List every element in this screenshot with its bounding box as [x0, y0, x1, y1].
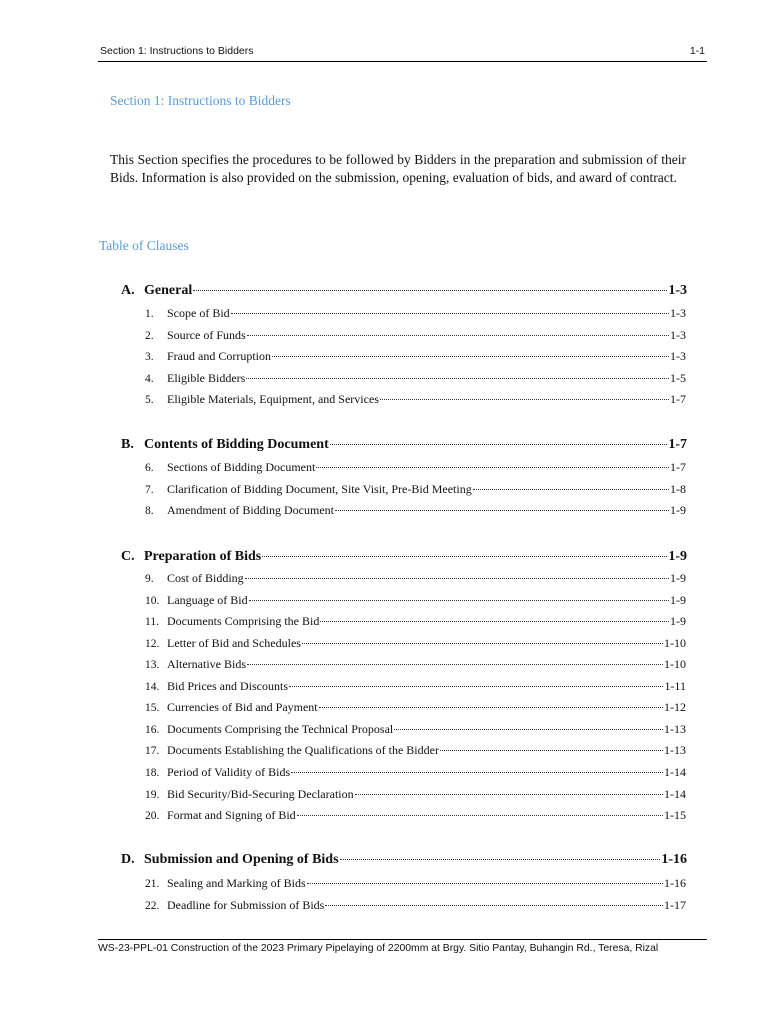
dot-leader — [319, 707, 663, 708]
toc-item[interactable] — [145, 482, 686, 498]
toc-group-number: D. — [121, 852, 135, 867]
dot-leader — [355, 794, 663, 795]
section-heading: Section 1: Instructions to Bidders — [110, 93, 291, 108]
toc-item-title: Clarification of Bidding Document, Site Visit, Pre-Bid Meeting — [167, 482, 472, 496]
toc-item-number: 14. — [145, 681, 160, 693]
toc-item[interactable] — [145, 371, 686, 387]
toc-item-page: 1-9 — [670, 614, 686, 628]
toc-item-title: Currencies of Bid and Payment — [167, 700, 318, 714]
dot-leader — [246, 378, 669, 379]
toc-item-title: Period of Validity of Bids — [167, 765, 291, 779]
toc-item-number: 12. — [145, 638, 160, 650]
toc-item[interactable] — [145, 787, 686, 803]
toc-item-number: 16. — [145, 724, 160, 736]
toc-item-title: Letter of Bid and Schedules — [167, 636, 301, 650]
toc-item[interactable] — [145, 306, 686, 322]
toc-item-page: 1-16 — [664, 876, 686, 890]
toc-item-page: 1-13 — [664, 722, 686, 736]
dot-leader — [440, 750, 663, 751]
dot-leader — [394, 729, 663, 730]
toc-item[interactable] — [145, 392, 686, 408]
toc-group-number: A. — [121, 283, 135, 298]
dot-leader — [380, 399, 669, 400]
toc-item[interactable] — [145, 808, 686, 824]
toc-item[interactable] — [145, 657, 686, 673]
toc-item-page: 1-17 — [664, 898, 686, 912]
dot-leader — [249, 600, 669, 601]
toc-item-title: Scope of Bid — [167, 306, 230, 320]
toc-item-page: 1-15 — [664, 808, 686, 822]
toc-item-page: 1-11 — [664, 679, 686, 693]
dot-leader — [231, 313, 669, 314]
toc-item[interactable] — [145, 876, 686, 892]
dot-leader — [262, 556, 667, 557]
toc-item-title: Deadline for Submission of Bids — [167, 898, 325, 912]
toc-item-title: Bid Security/Bid-Securing Declaration — [167, 787, 354, 801]
toc-item-number: 1. — [145, 308, 154, 320]
toc-group-title: Contents of Bidding Document — [144, 437, 329, 452]
dot-leader — [247, 664, 663, 665]
toc-item-number: 11. — [145, 616, 159, 628]
toc-item-title: Source of Funds — [167, 328, 246, 342]
toc-item[interactable] — [145, 743, 686, 759]
dot-leader — [335, 510, 669, 511]
dot-leader — [473, 489, 669, 490]
toc-item-number: 10. — [145, 595, 160, 607]
page-footer: WS-23-PPL-01 Construction of the 2023 Primary Pipelaying of 2200mm at Brgy. Sitio Pantay, Buhangin Rd., Teresa, Rizal — [98, 939, 707, 956]
toc-item[interactable] — [145, 593, 686, 609]
toc-group[interactable] — [121, 852, 687, 872]
toc-item-number: 15. — [145, 702, 160, 714]
toc-item-number: 2. — [145, 330, 154, 342]
header-section-title: Section 1: Instructions to Bidders — [100, 45, 254, 57]
toc-item-page: 1-14 — [664, 787, 686, 801]
toc-item-page: 1-3 — [670, 349, 686, 363]
toc-item-title: Documents Comprising the Technical Proposal — [167, 722, 394, 736]
toc-item-title: Language of Bid — [167, 593, 248, 607]
toc-group-page: 1-3 — [668, 283, 687, 298]
toc-item[interactable] — [145, 460, 686, 476]
dot-leader — [193, 290, 667, 291]
toc-item-page: 1-12 — [664, 700, 686, 714]
toc-item-page: 1-7 — [670, 392, 686, 406]
toc-item[interactable] — [145, 722, 686, 738]
toc-item-page: 1-3 — [670, 328, 686, 342]
toc-item-number: 6. — [145, 462, 154, 474]
toc-item-page: 1-7 — [670, 460, 686, 474]
dot-leader — [297, 815, 663, 816]
toc-group-page: 1-7 — [668, 437, 687, 452]
toc-item-page: 1-5 — [670, 371, 686, 385]
toc-item-number: 22. — [145, 900, 160, 912]
toc-item-number: 3. — [145, 351, 154, 363]
toc-item-number: 4. — [145, 373, 154, 385]
toc-group-number: C. — [121, 549, 135, 564]
toc-group-page: 1-9 — [668, 549, 687, 564]
toc-group-page: 1-16 — [661, 852, 687, 867]
toc-item-number: 19. — [145, 789, 160, 801]
toc-group[interactable] — [121, 437, 687, 457]
toc-item-title: Alternative Bids — [167, 657, 246, 671]
toc-item[interactable] — [145, 700, 686, 716]
toc-group-title: General — [144, 283, 193, 298]
toc-group[interactable] — [121, 283, 687, 303]
toc-group[interactable] — [121, 549, 687, 569]
toc-item-number: 13. — [145, 659, 160, 671]
toc-item-title: Documents Comprising the Bid — [167, 614, 320, 628]
toc-item-number: 8. — [145, 505, 154, 517]
dot-leader — [316, 467, 669, 468]
toc-item-page: 1-14 — [664, 765, 686, 779]
toc-item-number: 5. — [145, 394, 154, 406]
dot-leader — [247, 335, 669, 336]
intro-paragraph: This Section specifies the procedures to be followed by Bidders in the preparation and submission of their Bids. Information is also provided on the submission, opening, evaluation of bids, and award of contract. — [110, 152, 686, 185]
toc-item[interactable] — [145, 349, 686, 365]
toc-item[interactable] — [145, 571, 686, 587]
toc-item[interactable] — [145, 328, 686, 344]
toc-item-page: 1-9 — [670, 571, 686, 585]
toc-item-page: 1-13 — [664, 743, 686, 757]
dot-leader — [245, 578, 669, 579]
toc-item-title: Fraud and Corruption — [167, 349, 271, 363]
toc-item-title: Sections of Bidding Document — [167, 460, 316, 474]
toc-item-title: Amendment of Bidding Document — [167, 503, 334, 517]
toc-item-page: 1-3 — [670, 306, 686, 320]
toc-item-page: 1-10 — [664, 636, 686, 650]
toc-item-title: Cost of Bidding — [167, 571, 244, 585]
toc-group-title: Submission and Opening of Bids — [144, 852, 339, 867]
toc-item-page: 1-8 — [670, 482, 686, 496]
toc-item-number: 21. — [145, 878, 160, 890]
dot-leader — [289, 686, 663, 687]
toc-item[interactable] — [145, 679, 686, 695]
toc-item-title: Documents Establishing the Qualifications of the Bidder — [167, 743, 439, 757]
toc-item[interactable] — [145, 503, 686, 519]
toc-item-number: 20. — [145, 810, 160, 822]
dot-leader — [325, 905, 663, 906]
toc-item-title: Bid Prices and Discounts — [167, 679, 288, 693]
toc-item-number: 18. — [145, 767, 160, 779]
toc-group-title: Preparation of Bids — [144, 549, 262, 564]
toc-item-title: Format and Signing of Bid — [167, 808, 296, 822]
toc-item[interactable] — [145, 898, 686, 914]
page-header — [98, 44, 707, 62]
dot-leader — [302, 643, 663, 644]
dot-leader — [340, 859, 661, 860]
dot-leader — [330, 444, 668, 445]
toc-item-title: Sealing and Marking of Bids — [167, 876, 306, 890]
toc-item-page: 1-10 — [664, 657, 686, 671]
dot-leader — [320, 621, 669, 622]
toc-item[interactable] — [145, 636, 686, 652]
dot-leader — [291, 772, 663, 773]
dot-leader — [307, 883, 663, 884]
header-page-number: 1-1 — [689, 45, 705, 57]
toc-item-number: 17. — [145, 745, 160, 757]
toc-item-page: 1-9 — [670, 593, 686, 607]
toc-group-number: B. — [121, 437, 134, 452]
toc-item-number: 9. — [145, 573, 154, 585]
toc-item[interactable] — [145, 765, 686, 781]
toc-item-page: 1-9 — [670, 503, 686, 517]
toc-item-title: Eligible Bidders — [167, 371, 246, 385]
toc-item-number: 7. — [145, 484, 154, 496]
toc-item-title: Eligible Materials, Equipment, and Services — [167, 392, 379, 406]
toc-item[interactable] — [145, 614, 686, 630]
toc-heading: Table of Clauses — [99, 238, 189, 253]
dot-leader — [272, 356, 669, 357]
